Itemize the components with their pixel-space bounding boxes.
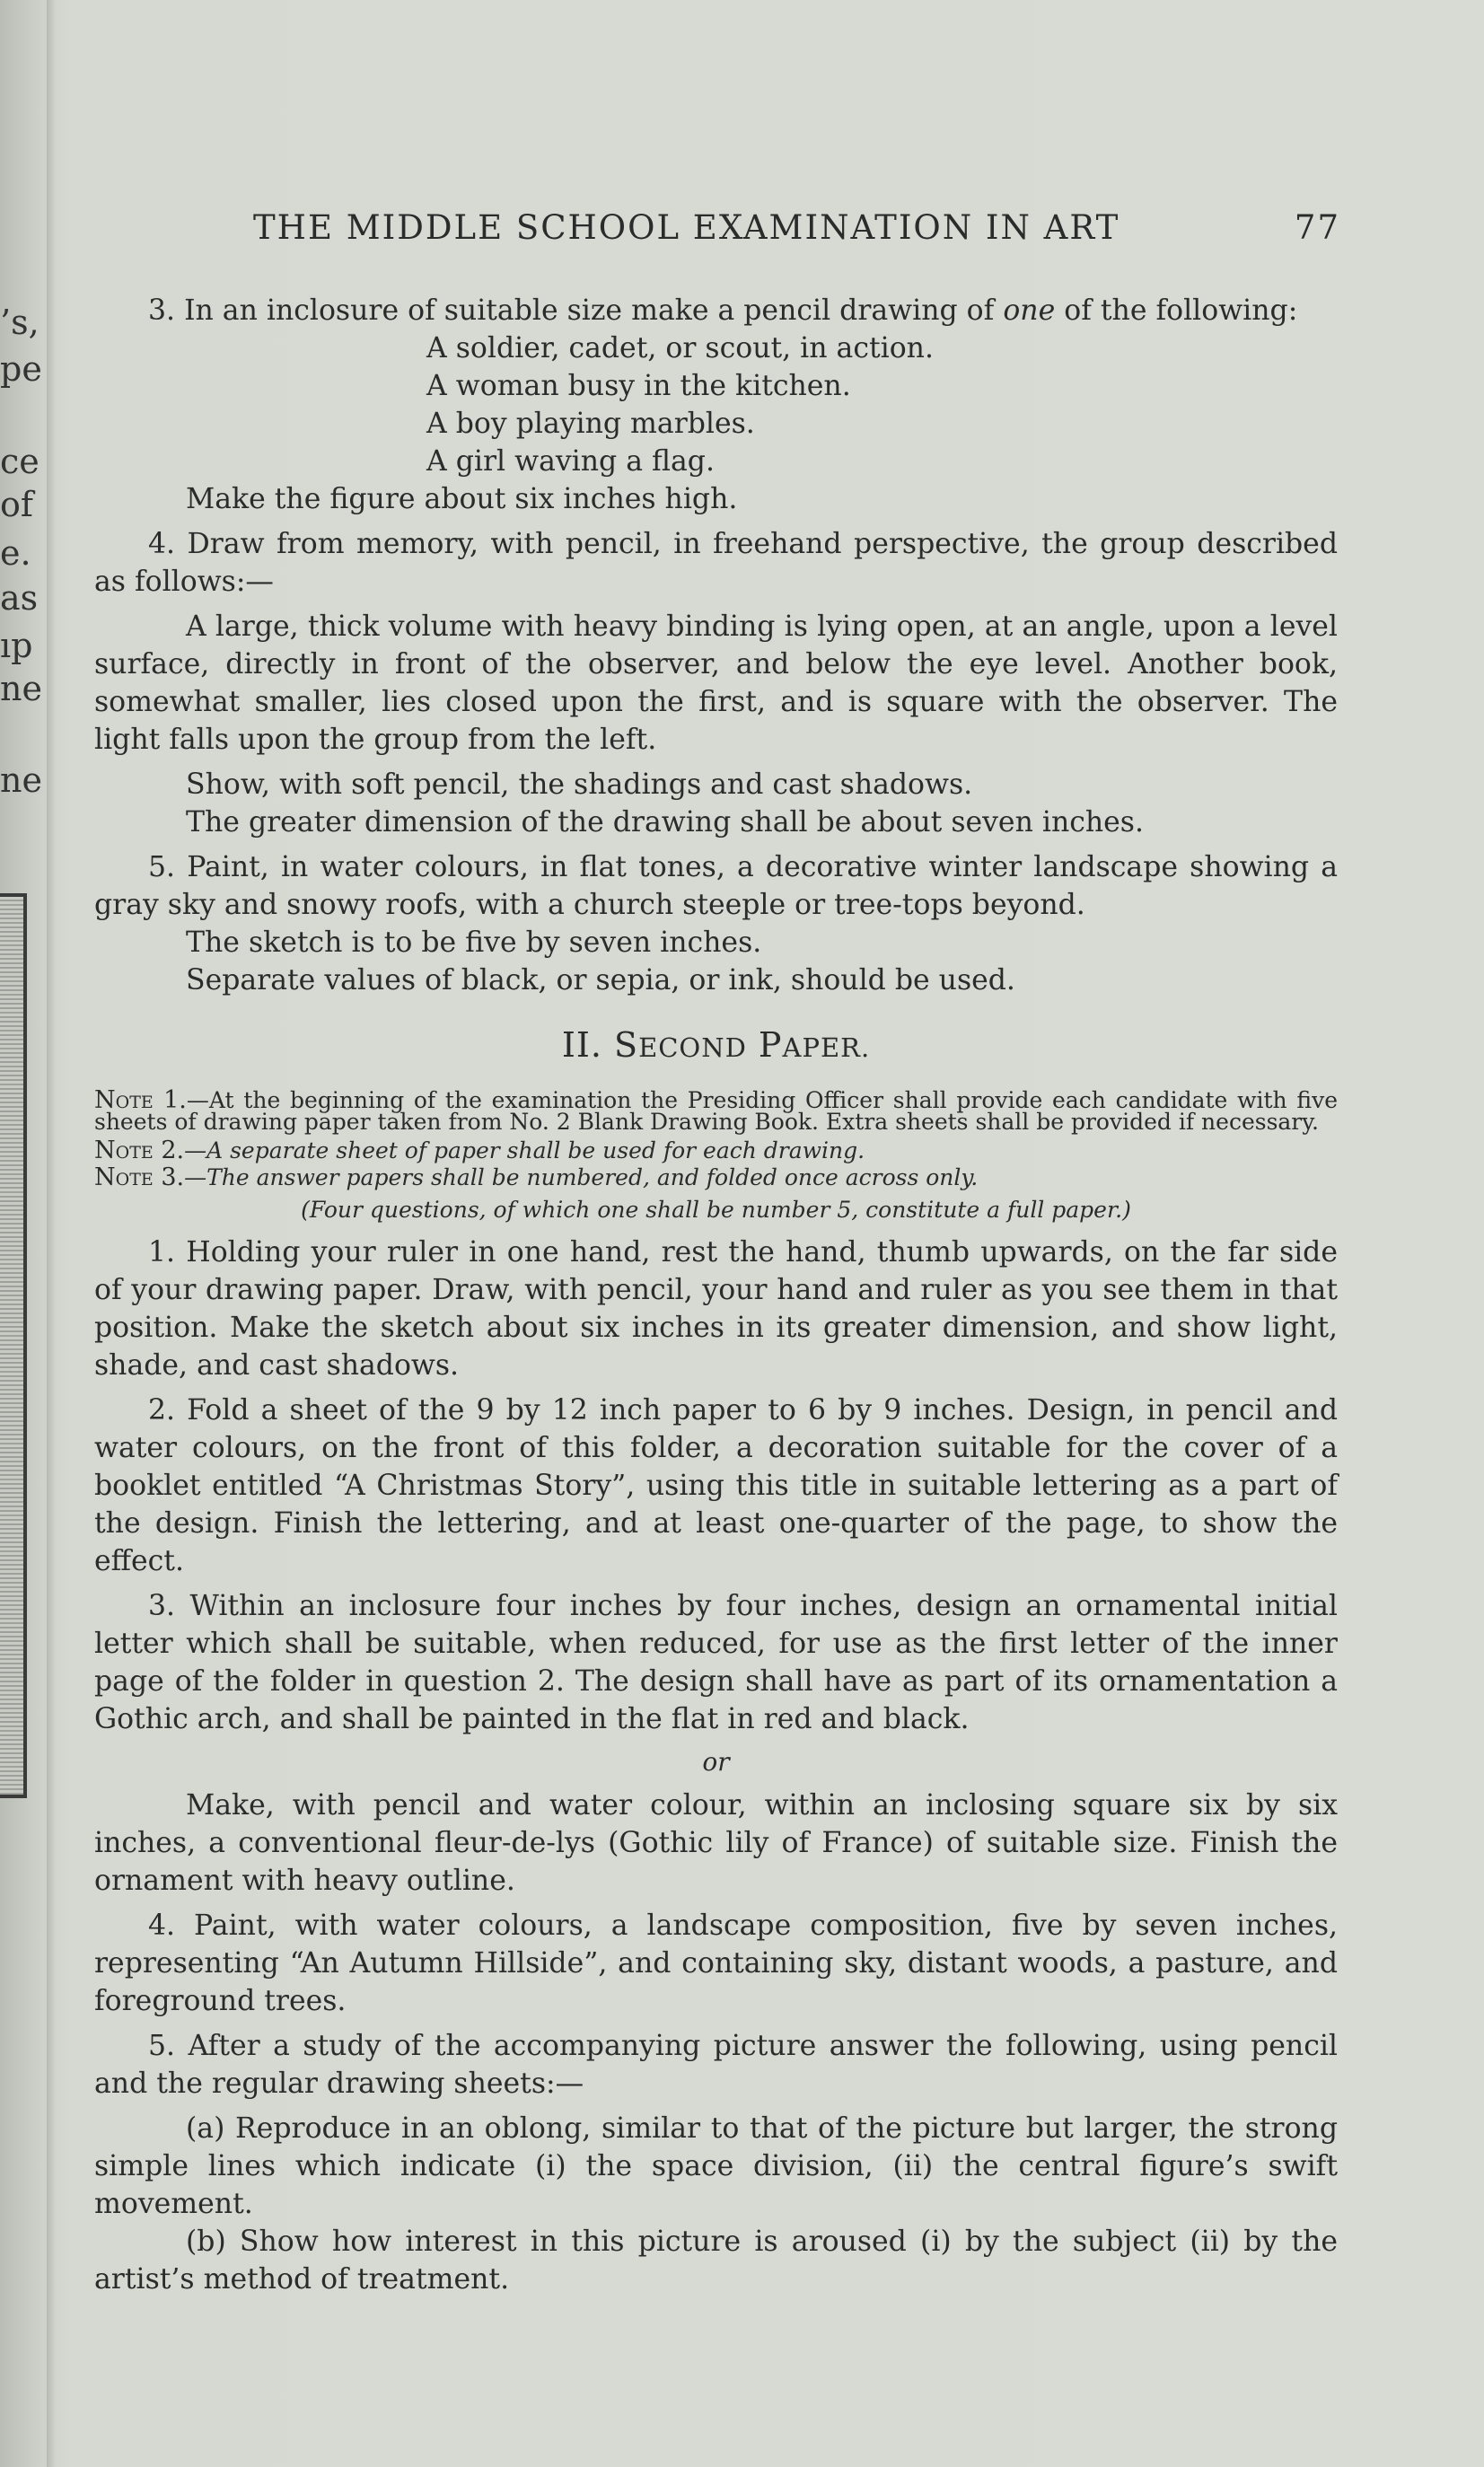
bleed-text: as (0, 578, 39, 618)
bleed-text: ne (0, 669, 42, 708)
or-separator: or (702, 1747, 730, 1777)
second-question-3: 3. Within an inclosure four inches by four inches, design an ornamental initial letter which shall be suitable, when reduced, for use as the first letter of the inner page of the folder in question 2. The design shall have as part of its ornamentation a Gothic arch, and shall be painted in the flat in red and black. (94, 1590, 1338, 1735)
question-4-line: The greater dimension of the drawing shall be about seven inches. (186, 806, 1144, 838)
option-item: A woman busy in the kitchen. (426, 370, 851, 402)
question-5-line: Separate values of black, or sepia, or ink, should be used. (186, 964, 1015, 996)
bleed-text: of (0, 485, 33, 524)
option-item: A girl waving a flag. (426, 445, 715, 478)
bleed-text: e. (0, 533, 31, 573)
second-question-4: 4. Paint, with water colours, a landscape composition, five by seven inches, representing “An Autumn Hillside”, and containing sky, distant woods, a pasture, and foreground trees. (94, 1910, 1338, 2017)
question-4-description: A large, thick volume with heavy binding is lying open, at an angle, upon a level surface, directly in front of the observer, and below the eye level. Another book, somewhat smaller, lies closed upon the first, and is square with the observer. The light falls upon the group from the left. (94, 610, 1338, 756)
question-5-line: The sketch is to be five by seven inches. (186, 926, 762, 959)
note-1: Note 1.—At the beginning of the examination the Presiding Officer shall provide each candidate with five sheets of drawing paper taken from No. 2 Blank Drawing Book. Extra sheets shall be provided if necessary. (94, 1086, 1338, 1135)
option-item: A soldier, cadet, or scout, in action. (426, 332, 934, 364)
question-5-intro: 5. Paint, in water colours, in flat tones, a decorative winter landscape showing a gray sky and snowy roofs, with a church steeple or tree-tops beyond. (94, 851, 1338, 921)
running-header (253, 208, 1340, 253)
paper-instruction: (Four questions, of which one shall be number 5, constitute a full paper.) (301, 1197, 1131, 1223)
bleed-text: ’s, (0, 303, 40, 342)
option-item: A boy playing marbles. (426, 408, 755, 440)
second-question-5-part-a: (a) Reproduce in an oblong, similar to that of the picture but larger, the strong simple lines which indicate (i) the space division, (ii) the central figure’s swift movement. (94, 2112, 1338, 2220)
bleed-text: ce (0, 442, 40, 481)
page-body (94, 292, 1338, 2298)
second-question-3-alternative: Make, with pencil and water colour, within an inclosing square six by six inches, a conventional fleur-de-lys (Gothic lily of France) of suitable size. Finish the ornament with heavy outline. (94, 1789, 1338, 1897)
bleed-text: ne (0, 760, 42, 800)
second-question-5-intro: 5. After a study of the accompanying picture answer the following, using pencil and the regular drawing sheets:— (94, 2030, 1338, 2100)
second-question-1: 1. Holding your ruler in one hand, rest the hand, thumb upwards, on the far side of your drawing paper. Draw, with pencil, your hand and ruler as you see them in that position. Make the sketch about six inches in its greater dimension, and show light, shade, and cast shadows. (94, 1236, 1338, 1382)
gutter-shadow (47, 0, 56, 2467)
question-4-intro: 4. Draw from memory, with pencil, in freehand perspective, the group described as follows:— (94, 528, 1338, 598)
section-heading: II. SECOND PAPER. (561, 1025, 871, 1065)
bleed-text: ıp (0, 626, 33, 665)
question-3-intro: 3. In an inclosure of suitable size make a pencil drawing of one of the following: (148, 294, 1298, 327)
question-3-options (94, 329, 1338, 480)
running-title: THE MIDDLE SCHOOL EXAMINATION IN ART (253, 208, 1120, 247)
note-2: Note 2.—A separate sheet of paper shall be used for each drawing. (94, 1137, 865, 1164)
second-question-5-part-b: (b) Show how interest in this picture is aroused (i) by the subject (ii) by the artist’s method of treatment. (94, 2226, 1338, 2296)
bleed-text: pe (0, 349, 42, 389)
question-3-closing: Make the figure about six inches high. (186, 483, 738, 515)
page-number: 77 (1294, 208, 1340, 247)
question-4-line: Show, with soft pencil, the shadings and cast shadows. (186, 768, 973, 801)
note-3: Note 3.—The answer papers shall be numbered, and folded once across only. (94, 1163, 979, 1191)
second-question-2: 2. Fold a sheet of the 9 by 12 inch paper to 6 by 9 inches. Design, in pencil and water colours, on the front of this folder, a decoration suitable for the cover of a booklet entitled “A Christmas Story”, using this title in suitable lettering as a part of the design. Finish the lettering, and at least one-quarter of the page, to show the effect. (94, 1394, 1338, 1577)
adjacent-page-picture-frame (0, 893, 27, 1798)
